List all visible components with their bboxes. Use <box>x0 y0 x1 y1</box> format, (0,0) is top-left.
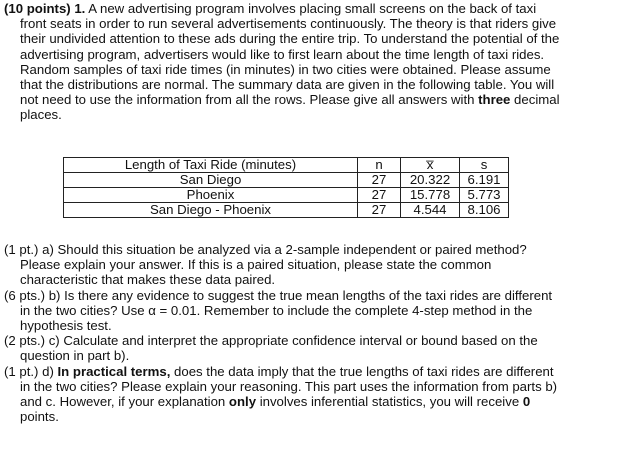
question-d-line-1 <box>4 364 636 379</box>
question-d-line-3 <box>4 394 636 409</box>
intro-line-6: that the distributions are normal. The summary data are given in the following table. You will <box>20 77 555 93</box>
table-header-row <box>64 158 509 173</box>
intro-line-2: front seats in order to run several advertisements continuously. The theory is that riders give <box>20 16 557 32</box>
header-length: Length of Taxi Ride (minutes) <box>64 158 358 173</box>
row-s: 6.191 <box>460 173 509 188</box>
problem-intro <box>4 1 636 123</box>
row-label: San Diego - Phoenix <box>64 203 358 218</box>
question-c <box>4 333 636 363</box>
row-label: San Diego <box>64 173 358 188</box>
intro-text-7b: decimal <box>510 92 560 108</box>
row-s: 8.106 <box>460 203 509 218</box>
intro-line-3: their undivided attention to these ads during the entire trip. To understand the potential of the <box>20 31 560 47</box>
row-n: 27 <box>358 173 401 188</box>
question-d-line-2: in the two cities? Please explain your reasoning. This part uses the information from parts b) <box>20 378 558 394</box>
question-a-line-3: characteristic that makes these data paired. <box>20 272 276 288</box>
intro-line-5: Random samples of taxi ride times (in minutes) in two cities were obtained. Please assume <box>20 61 551 77</box>
header-n: n <box>358 158 401 173</box>
intro-line-7 <box>4 92 636 107</box>
question-b-line-2: in the two cities? Use α = 0.01. Remember to include the complete 4-step method in the <box>20 302 533 318</box>
header-xbar: x̅ <box>401 158 460 173</box>
row-n: 27 <box>358 203 401 218</box>
emphasis-three: three <box>478 92 511 108</box>
intro-line-8: places. <box>20 107 62 123</box>
question-a-line-2: Please explain your answer. If this is a paired situation, please state the common <box>20 257 492 273</box>
row-xbar: 4.544 <box>401 203 460 218</box>
question-d-text-1b: does the data imply that the true lengths of taxi rides are different <box>170 363 554 379</box>
question-d <box>4 364 636 425</box>
question-d-text-3b: involves inferential statistics, you will receive <box>256 394 523 410</box>
table-row <box>64 173 509 188</box>
question-d-text-3a: and c. However, if your explanation <box>20 394 229 410</box>
points-label: (10 points) 1. <box>4 1 86 16</box>
question-b <box>4 288 636 334</box>
table-row <box>64 188 509 203</box>
emphasis-only: only <box>228 394 257 410</box>
table-row <box>64 203 509 218</box>
row-xbar: 20.322 <box>401 173 460 188</box>
row-xbar: 15.778 <box>401 188 460 203</box>
question-c-line-1: (2 pts.) c) Calculate and interpret the appropriate confidence interval or bound based on the <box>4 333 538 349</box>
question-c-line-2: question in part b). <box>20 348 130 364</box>
emphasis-practical-terms: In practical terms, <box>57 363 171 379</box>
intro-line-4: advertising program, advertisers would like to first learn about the time length of taxi rides. <box>20 46 545 62</box>
question-d-line-4: points. <box>20 409 59 425</box>
intro-text-7a: not need to use the information from all the rows. Please give all answers with <box>20 92 479 108</box>
row-label: Phoenix <box>64 188 358 203</box>
question-b-line-1: (6 pts.) b) Is there any evidence to suggest the true mean lengths of the taxi rides are different <box>4 287 553 303</box>
question-b-line-3: hypothesis test. <box>20 318 112 334</box>
emphasis-zero: 0 <box>522 394 531 410</box>
row-s: 5.773 <box>460 188 509 203</box>
row-n: 27 <box>358 188 401 203</box>
question-a-line-1: (1 pt.) a) Should this situation be analyzed via a 2-sample independent or paired method? <box>4 242 527 257</box>
summary-table <box>63 157 509 218</box>
intro-line-1 <box>4 1 636 16</box>
question-a <box>4 242 636 288</box>
intro-text-1: A new advertising program involves placing small screens on the back of taxi <box>85 1 537 16</box>
sub-questions <box>4 242 636 424</box>
header-s: s <box>460 158 509 173</box>
question-d-text-1a: (1 pt.) d) <box>4 363 58 379</box>
